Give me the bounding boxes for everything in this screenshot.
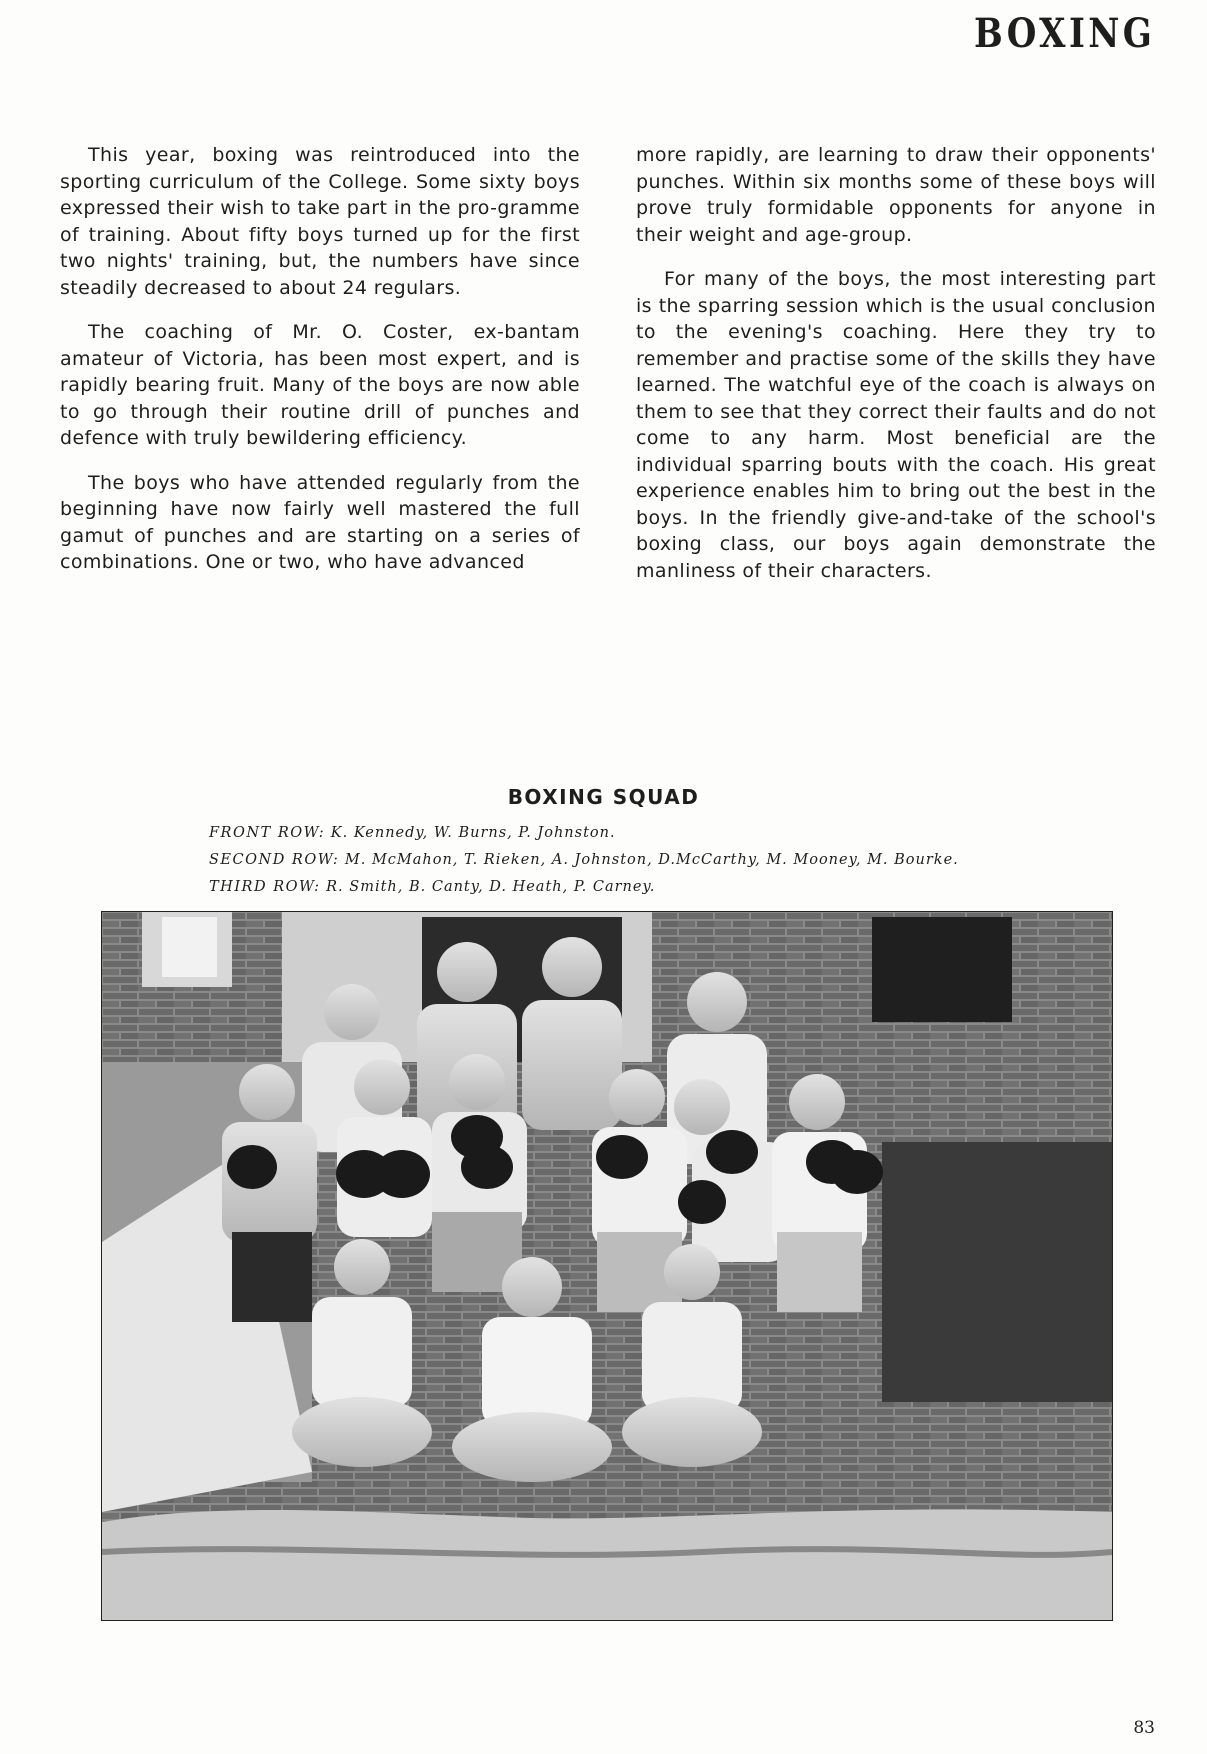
stone-edging	[102, 1509, 1112, 1620]
article-paragraph: more rapidly, are learning to draw their opponents' punches. Within six months some of these boys will prove truly formidable opponents for anyone in their weight and age-group.	[636, 144, 1156, 246]
page-title: BOXING	[973, 10, 1155, 57]
roster-row-second	[209, 847, 959, 874]
article-paragraph: This year, boxing was reintroduced into the sporting curriculum of the College. Some sixty boys expressed their wish to take part in the pro-gramme of training. About fifty boys turned up for the first two nights' training, but, the numbers have since steadily decreased to about 24 regulars.	[60, 144, 580, 299]
boxing-squad-photo	[101, 911, 1113, 1621]
article-paragraph: For many of the boys, the most interesting part is the sparring session which is the usual conclusion to the evening's coaching. Here they try to remember and practise some of the skills they have learned. The watchful eye of the coach is always on them to see that they correct their faults and do not come to any harm. Most beneficial are the individual sparring bouts with the coach. His great experience enables him to bring out the best in the boys. In the friendly give-and-take of the school's boxing class, our boys again demonstrate the manliness of their characters.	[636, 268, 1156, 582]
roster-row-label: FRONT ROW:	[209, 825, 326, 841]
roster-row-names: R. Smith, B. Canty, D. Heath, P. Carney.	[326, 879, 656, 895]
page-number: 83	[1133, 1718, 1155, 1738]
article-right-column	[636, 142, 1156, 602]
roster-row-names: M. McMahon, T. Rieken, A. Johnston, D.McCarthy, M. Mooney, M. Bourke.	[344, 852, 959, 868]
roster-row-names: K. Kennedy, W. Burns, P. Johnston.	[330, 825, 616, 841]
boxers-front-row	[292, 1239, 762, 1482]
wall-plaque	[872, 917, 1012, 1022]
photo-roster	[209, 820, 959, 901]
roster-row-label: THIRD ROW:	[209, 879, 321, 895]
article-paragraph: The boys who have attended regularly from the beginning have now fairly well mastered the full gamut of punches and are starting on a series of combinations. One or two, who have advanced	[60, 471, 580, 573]
roster-row-third	[209, 874, 959, 901]
article-left-column	[60, 142, 580, 594]
photo-caption-title: BOXING SQUAD	[507, 785, 700, 809]
roster-row-front	[209, 820, 959, 847]
article-paragraph: The coaching of Mr. O. Coster, ex-bantam amateur of Victoria, has been most expert, and is rapidly bearing fruit. Many of the boys are now able to go through their routine drill of punches and defence with truly bewildering efficiency.	[60, 321, 580, 449]
photo-illustration	[102, 912, 1112, 1620]
roster-row-label: SECOND ROW:	[209, 852, 340, 868]
shrubs	[882, 1142, 1112, 1402]
